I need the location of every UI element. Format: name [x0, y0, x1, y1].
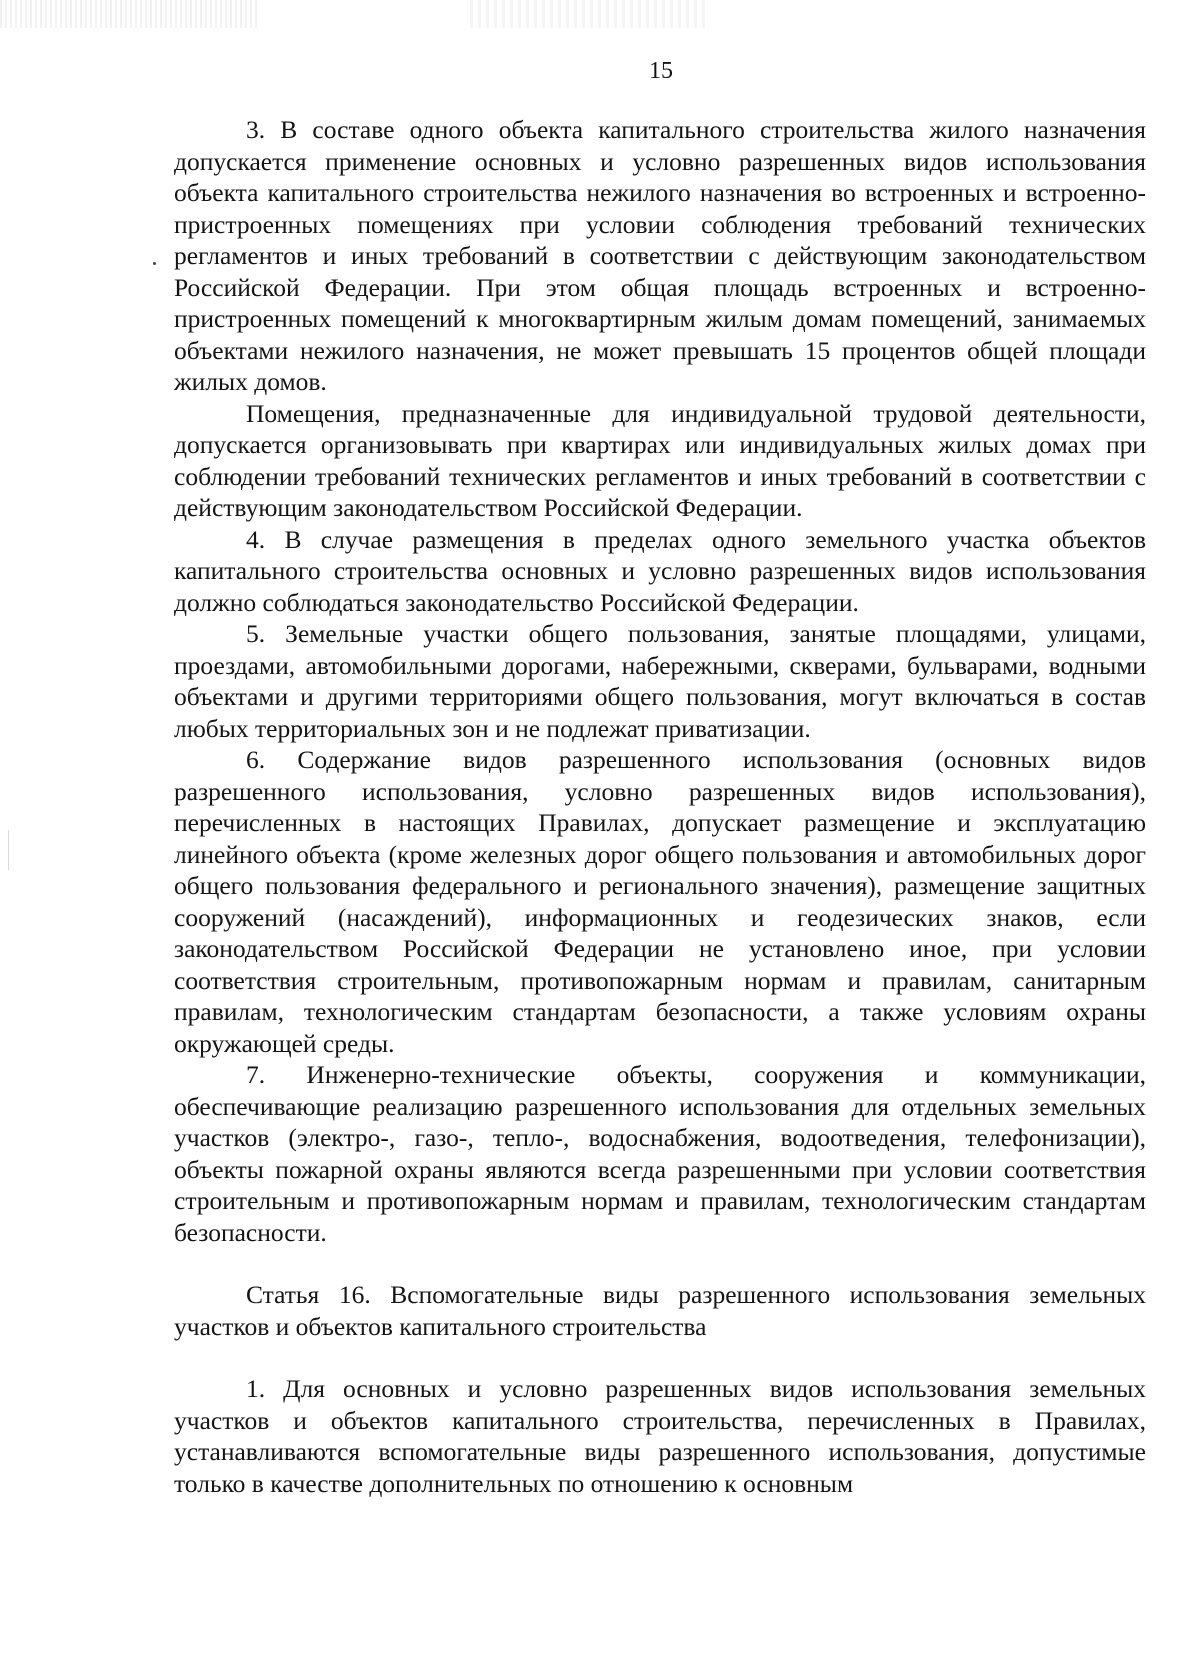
- margin-scan-line: [8, 830, 9, 870]
- article-16-paragraph-1: 1. Для основных и условно разрешенных видов использования земельных участков и объектов капитального строительства, перечисленных в Правилах, устанавливаются вспомогательные виды разрешенного использования, допустимые только в качестве дополнительных по отношению к основным: [174, 1374, 1146, 1498]
- paragraph-5: 5. Земельные участки общего пользования, занятые площадями, улицами, проездами, автомобильными дорогами, набережными, скверами, бульварами, водными объектами и другими территориями общего пользования, могут включаться в состав любых территориальных зон и не подлежат приватизации.: [174, 619, 1146, 743]
- page-number: 15: [649, 58, 673, 84]
- margin-dot-mark: [153, 262, 156, 265]
- paragraph-4: 4. В случае размещения в пределах одного земельного участка объектов капитального строительства основных и условно разрешенных видов использования должно соблюдаться законодательство Российской Федерации.: [174, 524, 1146, 617]
- article-16-heading: Статья 16. Вспомогательные виды разрешенного использования земельных участков и объектов капитального строительства: [174, 1280, 1146, 1341]
- scan-noise-top-center: [470, 0, 710, 28]
- paragraph-3: 3. В составе одного объекта капитального строительства жилого назначения допускается применение основных и условно разрешенных видов использования объекта капитального строительства нежилого назначения во встроенных и встроенно-пристроенных помещениях при условии соблюдения требований технических регламентов и иных требований в соответствии с действующим законодательством Российской Федерации. При этом общая площадь встроенных и встроенно-пристроенных помещений к многоквартирным жилым домам помещений, занимаемых объектами нежилого назначения, не может превышать 15 процентов общей площади жилых домов.: [174, 115, 1146, 396]
- paragraph-6: 6. Содержание видов разрешенного использования (основных видов разрешенного использования, условно разрешенных видов использования), перечисленных в настоящих Правилах, допускает размещение и эксплуатацию линейного объекта (кроме железных дорог общего пользования и автомобильных дорог общего пользования федерального и регионального значения), размещение защитных сооружений (насаждений), информационных и геодезических знаков, если законодательством Российской Федерации не установлено иное, при условии соответствия строительным, противопожарным нормам и правилам, санитарным правилам, технологическим стандартам безопасности, а также условиям охраны окружающей среды.: [174, 745, 1146, 1058]
- document-body: [174, 114, 1146, 1499]
- scan-noise-top-left: [0, 0, 260, 28]
- paragraph-premises: Помещения, предназначенные для индивидуальной трудовой деятельности, допускается организовывать при квартирах или индивидуальных жилых домах при соблюдении требований технических регламентов и иных требований в соответствии с действующим законодательством Российской Федерации.: [174, 398, 1146, 522]
- paragraph-7: 7. Инженерно-технические объекты, сооружения и коммуникации, обеспечивающие реализацию разрешенного использования для отдельных земельных участков (электро-, газо-, тепло-, водоснабжения, водоотведения, телефонизации), объекты пожарной охраны являются всегда разрешенными при условии соответствия строительным и противопожарным нормам и правилам, технологическим стандартам безопасности.: [174, 1060, 1146, 1247]
